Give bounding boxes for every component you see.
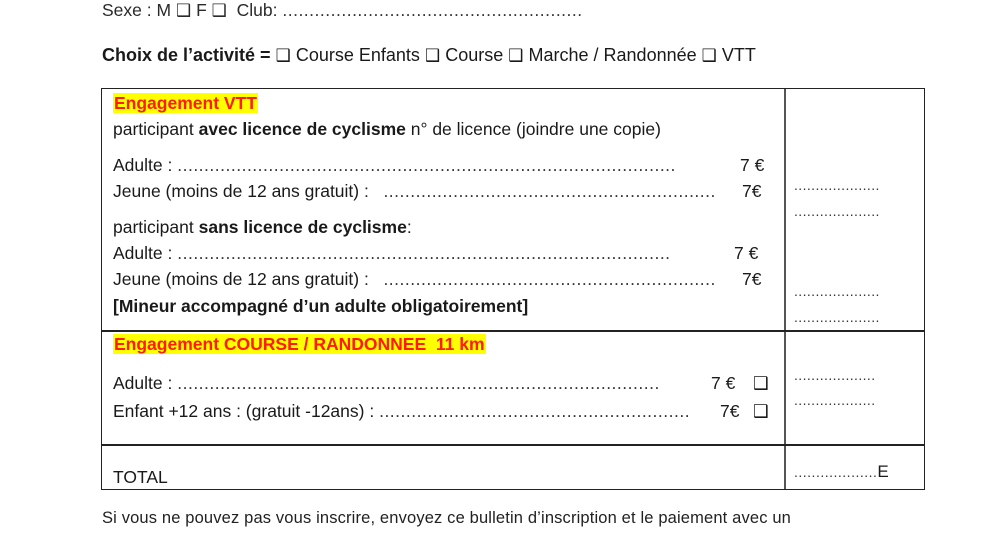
vtt-licence-adulte-price: 7 € xyxy=(740,155,765,175)
jeune-label: Jeune (moins de 12 ans gratuit) : xyxy=(113,181,369,201)
activity-checkbox-course-enfants[interactable]: ❑ xyxy=(275,46,291,65)
vtt-nolicence-jeune-row xyxy=(113,269,716,290)
sexe-f-checkbox[interactable]: ❑ xyxy=(211,1,227,20)
course-adulte-row xyxy=(113,373,660,394)
sexe-f-label: F xyxy=(196,0,207,20)
text: participant xyxy=(113,119,194,139)
activity-checkbox-course[interactable]: ❑ xyxy=(424,46,441,65)
vtt-nolicence-jeune-price: 7€ xyxy=(742,269,762,289)
activity-option-course: Course xyxy=(445,45,504,65)
vtt-licence-adulte-row xyxy=(113,155,676,176)
text: participant xyxy=(113,217,194,237)
total-label: TOTAL xyxy=(113,467,168,487)
activity-option-course-enfants: Course Enfants xyxy=(295,45,420,65)
vtt-licence-jeune-row xyxy=(113,181,716,202)
section-divider-vtt xyxy=(102,330,924,332)
activity-option-vtt: VTT xyxy=(721,45,756,65)
course-enfant-price: 7€ xyxy=(720,401,740,421)
club-field[interactable]: ........................................................ xyxy=(282,0,583,20)
vtt-nolicence-adulte-row xyxy=(113,243,671,264)
total-currency: E xyxy=(877,462,889,481)
text: n° de licence (joindre une copie) xyxy=(410,119,661,139)
vtt-amount-field-1[interactable]: .................... xyxy=(794,177,880,193)
jeune-label: Jeune (moins de 12 ans gratuit) : xyxy=(113,269,369,289)
course-amount-field-2[interactable]: ................... xyxy=(794,392,876,408)
activity-checkbox-vtt[interactable]: ❑ xyxy=(701,46,717,65)
total-dots: ................... xyxy=(794,464,878,480)
activity-choice-line xyxy=(102,45,756,66)
vtt-amount-field-4[interactable]: .................... xyxy=(794,309,880,325)
vtt-title xyxy=(113,93,258,114)
course-adulte-checkbox[interactable]: ❑ xyxy=(753,373,769,393)
activity-label: Choix de l’activité = xyxy=(102,45,271,65)
vtt-licence-jeune-price: 7€ xyxy=(742,181,762,201)
dots: .............................................................. xyxy=(383,269,716,289)
text-bold: sans licence de cyclisme xyxy=(198,217,407,237)
course-enfant-checkbox[interactable]: ❑ xyxy=(753,401,769,421)
activity-checkbox-marche[interactable]: ❑ xyxy=(508,46,524,65)
course-enfant-row xyxy=(113,401,690,422)
column-divider xyxy=(784,89,786,489)
sexe-club-line xyxy=(102,0,583,21)
dots: .......................................................................................... xyxy=(177,373,660,393)
vtt-nolicence-adulte-price: 7 € xyxy=(734,243,759,263)
vtt-with-licence-line xyxy=(113,119,661,140)
text: : xyxy=(406,217,412,237)
course-title xyxy=(113,334,486,355)
footer-instructions: Si vous ne pouvez pas vous inscrire, envoyez ce bulletin d’inscription et le paiement avec un xyxy=(102,509,791,527)
text-bold: avec licence de cyclisme xyxy=(198,119,406,139)
vtt-amount-field-3[interactable]: .................... xyxy=(794,283,880,299)
course-adulte-price: 7 € xyxy=(711,373,736,393)
course-title-text: Engagement COURSE / RANDONNEE 11 km xyxy=(114,334,485,354)
dots: .......................................................... xyxy=(379,401,691,421)
total-field[interactable] xyxy=(794,462,889,482)
dots: ............................................................................................. xyxy=(177,155,676,175)
vtt-amount-field-2[interactable]: .................... xyxy=(794,203,880,219)
sexe-m-checkbox[interactable]: ❑ xyxy=(175,1,192,20)
dots: ............................................................................................ xyxy=(177,243,671,263)
adulte-label: Adulte : xyxy=(113,243,173,263)
sexe-label: Sexe : M xyxy=(102,0,172,20)
course-amount-field-1[interactable]: ................... xyxy=(794,367,876,383)
adulte-label: Adulte : xyxy=(113,373,173,393)
registration-table xyxy=(101,88,925,490)
section-divider-course xyxy=(102,444,924,446)
vtt-minor-note: [Mineur accompagné d’un adulte obligatoirement] xyxy=(113,296,529,316)
vtt-title-text: Engagement VTT xyxy=(114,93,257,113)
club-label: Club: xyxy=(236,0,278,20)
vtt-without-licence-line xyxy=(113,217,412,238)
enfant-label: Enfant +12 ans : (gratuit -12ans) : xyxy=(113,401,375,421)
activity-option-marche: Marche / Randonnée xyxy=(528,45,697,65)
dots: .............................................................. xyxy=(383,181,716,201)
adulte-label: Adulte : xyxy=(113,155,173,175)
